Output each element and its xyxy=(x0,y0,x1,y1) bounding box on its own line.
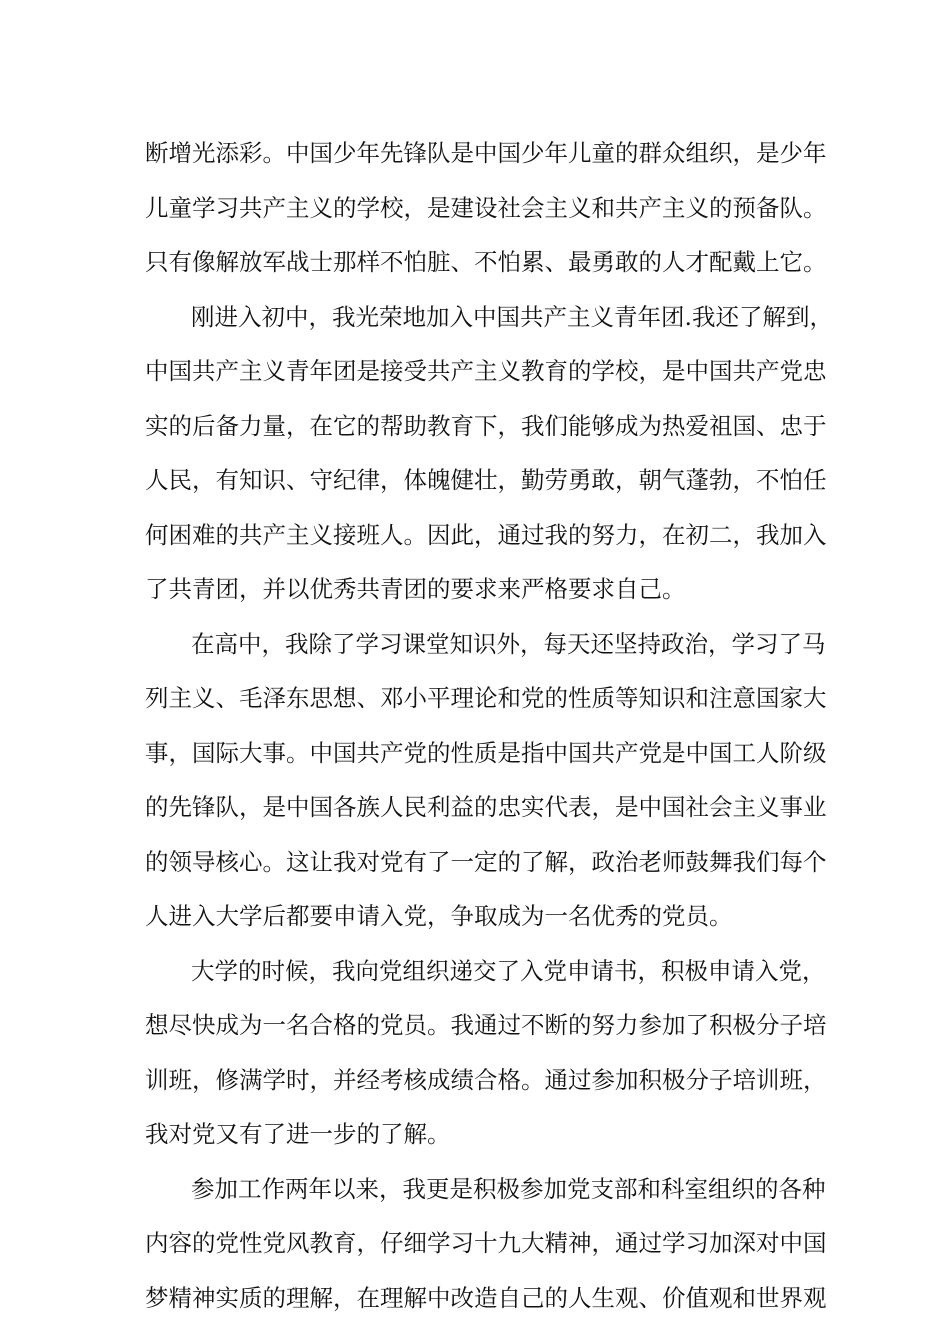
text-line: 断增光添彩。中国少年先锋队是中国少年儿童的群众组织，是少年 xyxy=(145,139,827,167)
text-line: 事，国际大事。中国共产党的性质是指中国共产党是中国工人阶级 xyxy=(145,738,827,767)
text-line: 训班，修满学时，并经考核成绩合格。通过参加积极分子培训班， xyxy=(145,1065,827,1094)
paragraph-first-line: 在高中，我除了学习课堂知识外，每天还坚持政治，学习了马 xyxy=(191,629,826,658)
text-line: 何困难的共产主义接班人。因此，通过我的努力，在初二，我加入 xyxy=(145,520,827,549)
text-line: 的领导核心。这让我对党有了一定的了解，政治老师鼓舞我们每个 xyxy=(145,847,827,876)
text-line: 列主义、毛泽东思想、邓小平理论和党的性质等知识和注意国家大 xyxy=(145,684,827,712)
text-line: 梦精神实质的理解，在理解中改造自己的人生观、价值观和世界观 xyxy=(145,1283,827,1312)
text-line: 中国共产主义青年团是接受共产主义教育的学校，是中国共产党忠 xyxy=(145,357,827,385)
text-line: 了共青团，并以优秀共青团的要求来严格要求自己。 xyxy=(145,575,686,603)
text-line: 人进入大学后都要申请入党，争取成为一名优秀的党员。 xyxy=(145,902,733,930)
text-line: 只有像解放军战士那样不怕脏、不怕累、最勇敢的人才配戴上它。 xyxy=(145,248,827,276)
document-body xyxy=(145,126,833,1325)
paragraph-first-line: 刚进入初中，我光荣地加入中国共产主义青年团.我还了解到， xyxy=(191,302,833,331)
text-line: 人民，有知识、守纪律，体魄健壮，勤劳勇敢，朝气蓬勃，不怕任 xyxy=(145,466,827,494)
text-line: 儿童学习共产主义的学校，是建设社会主义和共产主义的预备队。 xyxy=(145,193,827,222)
paragraph-first-line: 参加工作两年以来，我更是积极参加党支部和科室组织的各种 xyxy=(191,1174,826,1203)
text-line: 我对党又有了进一步的了解。 xyxy=(145,1120,451,1148)
text-line: 内容的党性党风教育，仔细学习十九大精神，通过学习加深对中国 xyxy=(145,1229,827,1257)
text-line: 的先锋队，是中国各族人民利益的忠实代表，是中国社会主义事业 xyxy=(145,793,827,821)
text-line: 实的后备力量，在它的帮助教育下，我们能够成为热爱祖国、忠于 xyxy=(145,411,827,440)
paragraph-first-line: 大学的时候，我向党组织递交了入党申请书，积极申请入党， xyxy=(191,956,826,985)
text-line: 想尽快成为一名合格的党员。我通过不断的努力参加了积极分子培 xyxy=(145,1011,827,1039)
